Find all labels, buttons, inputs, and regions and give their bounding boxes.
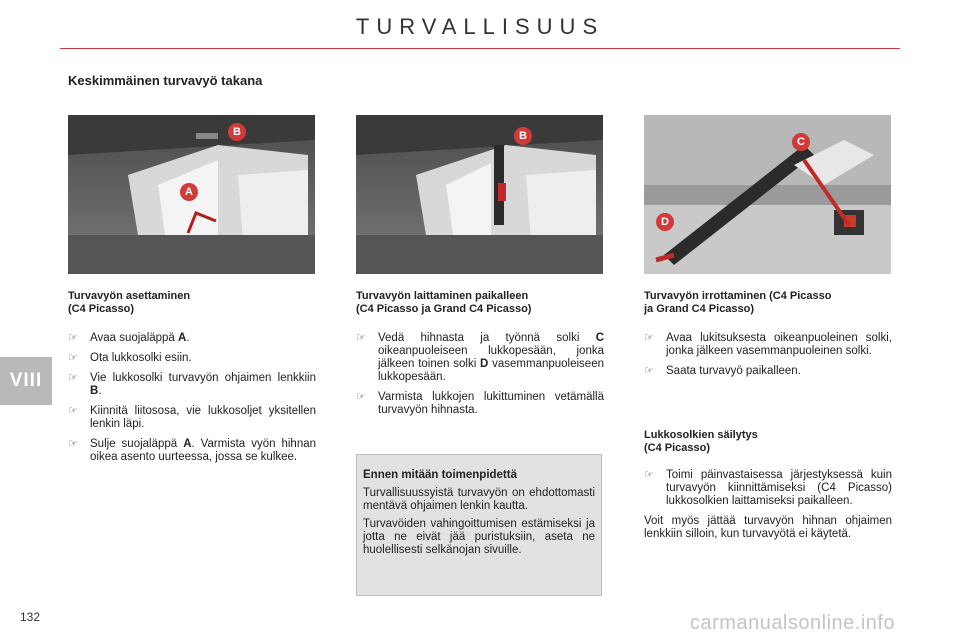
- pointing-hand-icon: ☞: [68, 372, 78, 384]
- instruction-list: [356, 332, 604, 417]
- photo-belt-release: [644, 115, 891, 274]
- list-item: ☞ Kiinnitä liitososa, vie lukkosoljet yksitellen lenkin läpi.: [68, 405, 316, 430]
- note-title: Ennen mitään toimenpidettä: [363, 469, 517, 481]
- pointing-hand-icon: ☞: [644, 332, 654, 344]
- list-item: ☞ Sulje suojaläppä A. Varmista vyön hihnan oikea asento uurteessa, jossa se kulkee.: [68, 438, 317, 463]
- list-item: ☞ Vedä hihnasta ja työnnä solki C oikeanpuoleiseen lukkopesään, jonka jälkeen toinen solki D vasemmanpuoleiseen lukkopesään.: [356, 332, 604, 383]
- section-heading: Keskimmäinen turvavyö takana: [68, 73, 263, 88]
- label-b-marker: B: [514, 127, 532, 145]
- label-a-marker: A: [180, 183, 198, 201]
- page-title: TURVALLISUUS: [355, 14, 605, 39]
- list-item: ☞ Avaa lukitsuksesta oikeanpuoleinen solki, jonka jälkeen vasemmanpuoleinen solki.: [644, 332, 892, 357]
- instruction-list: [644, 469, 892, 508]
- label-d-marker: D: [656, 213, 674, 231]
- photo-belt-installed: [356, 115, 603, 274]
- watermark: carmanualsonline.info: [690, 612, 896, 634]
- list-item: ☞ Saata turvavyö paikalleen.: [644, 365, 801, 377]
- column-heading: Turvavyön irrottaminen (C4 Picasso ja Grand C4 Picasso): [644, 290, 832, 315]
- label-b-marker: B: [228, 123, 246, 141]
- column-heading: Turvavyön laittaminen paikalleen (C4 Picasso ja Grand C4 Picasso): [356, 290, 532, 315]
- column-heading: Turvavyön asettaminen (C4 Picasso): [68, 290, 191, 315]
- photo-seatbelt-guide: [68, 115, 315, 274]
- note-paragraph: Turvallisuussyistä turvavyön on ehdottomasti mentävä ohjaimen lenkin kautta.: [363, 487, 595, 512]
- instruction-list: [68, 332, 316, 464]
- pointing-hand-icon: ☞: [68, 332, 78, 344]
- pointing-hand-icon: ☞: [68, 352, 78, 364]
- chapter-tab: VIII: [0, 357, 52, 405]
- header-rule: [60, 48, 900, 49]
- pointing-hand-icon: ☞: [68, 405, 78, 417]
- pointing-hand-icon: ☞: [356, 332, 366, 344]
- column-belt-setup: [68, 290, 316, 471]
- pointing-hand-icon: ☞: [644, 365, 654, 377]
- list-item: ☞ Vie lukkosolki turvavyön ohjaimen lenkkiin B.: [68, 372, 316, 397]
- column-buckle-storage: [644, 429, 892, 541]
- photo-illustration: [644, 115, 891, 274]
- warning-note-box: [356, 454, 602, 596]
- note-paragraph: Turvavöiden vahingoittumisen estämiseksi ja jotta ne eivät jää puristuksiin, aseta ne huolellisesti selkänojan sivuille.: [363, 518, 595, 556]
- column-belt-release: [644, 290, 892, 385]
- column-heading: Lukkosolkien säilytys (C4 Picasso): [644, 429, 758, 454]
- photo-illustration: [356, 115, 603, 274]
- instruction-list: [644, 332, 892, 378]
- list-item: ☞ Varmista lukkojen lukittuminen vetämällä turvavyön hihnasta.: [356, 391, 604, 416]
- label-c-marker: C: [792, 133, 810, 151]
- page-number: 132: [20, 610, 41, 624]
- list-item: ☞ Avaa suojaläppä A.: [68, 332, 190, 344]
- list-item: ☞ Ota lukkosolki esiin.: [68, 352, 192, 364]
- storage-paragraph: Voit myös jättää turvavyön hihnan ohjaimen lenkkiin silloin, kun turvavyötä ei käytetä.: [644, 515, 892, 540]
- list-item: ☞ Toimi päinvastaisessa järjestyksessä kuin turvavyön kiinnittämiseksi (C4 Picasso) lukkosolkien laittamiseksi paikalleen.: [644, 469, 892, 507]
- pointing-hand-icon: ☞: [356, 391, 366, 403]
- column-belt-fastening: [356, 290, 604, 424]
- pointing-hand-icon: ☞: [644, 469, 654, 481]
- pointing-hand-icon: ☞: [68, 438, 78, 450]
